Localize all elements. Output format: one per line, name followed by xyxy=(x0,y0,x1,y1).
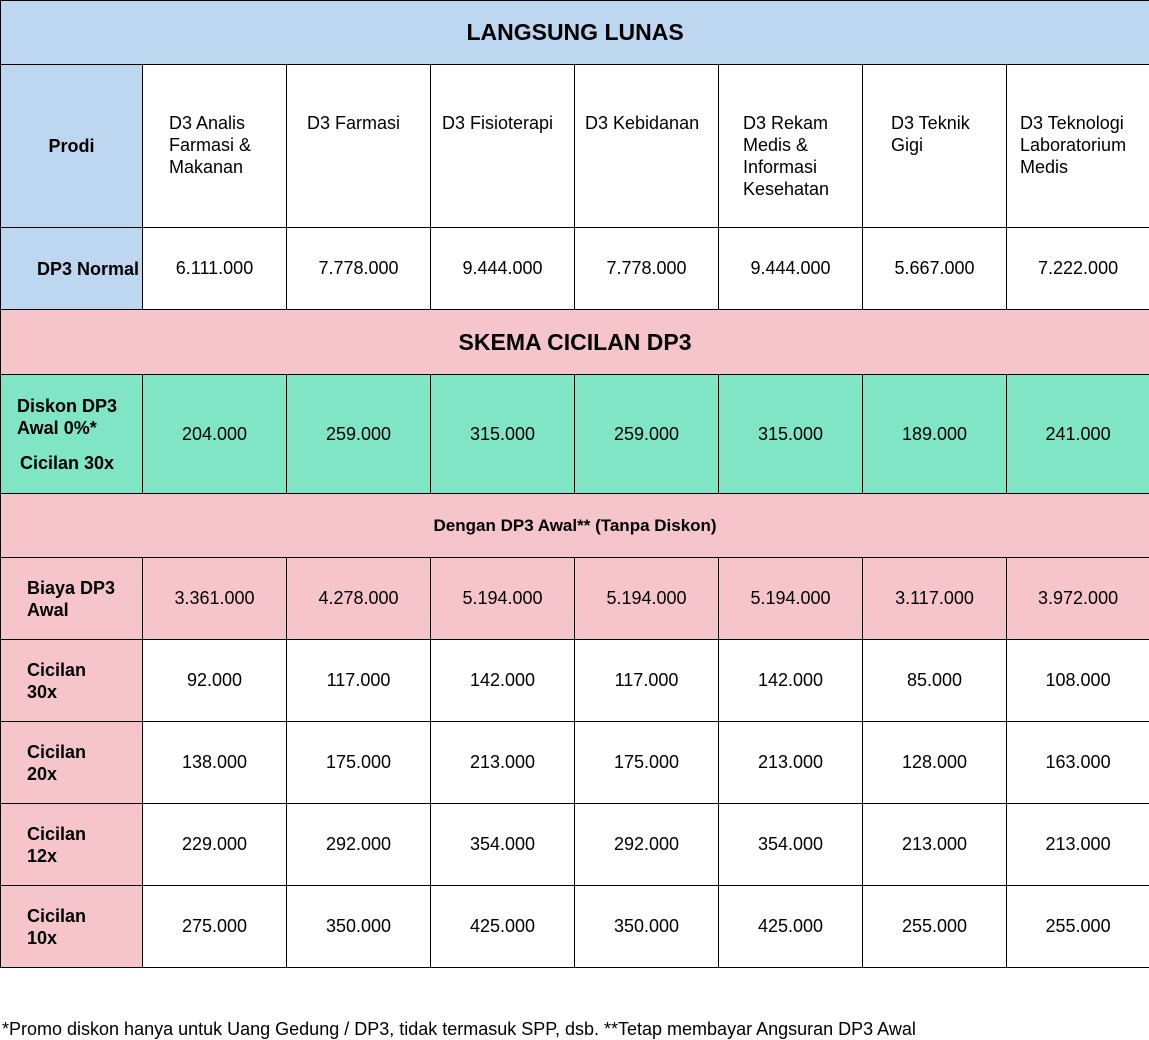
diskon-value: 259.000 xyxy=(575,375,719,494)
dp3-normal-value: 7.778.000 xyxy=(575,228,719,310)
prodi-label: Prodi xyxy=(1,65,143,228)
diskon-label-line1: Diskon DP3 Awal 0%* xyxy=(17,395,118,438)
cicilan-label: Cicilan 30x xyxy=(1,640,143,722)
biaya-awal-value: 5.194.000 xyxy=(431,558,575,640)
biaya-awal-value: 3.117.000 xyxy=(863,558,1007,640)
footnote: *Promo diskon hanya untuk Uang Gedung / DP3, tidak termasuk SPP, dsb. **Tetap membayar Angsuran DP3 Awal xyxy=(2,1019,916,1039)
cicilan-label: Cicilan 10x xyxy=(1,886,143,968)
diskon-value: 315.000 xyxy=(719,375,863,494)
cicilan-value: 354.000 xyxy=(719,804,863,886)
cicilan-label: Cicilan 20x xyxy=(1,722,143,804)
cicilan-value: 175.000 xyxy=(575,722,719,804)
program-header: D3 Kebidanan xyxy=(575,65,719,228)
diskon-value: 315.000 xyxy=(431,375,575,494)
cicilan-value: 255.000 xyxy=(863,886,1007,968)
cicilan-value: 213.000 xyxy=(863,804,1007,886)
biaya-awal-value: 5.194.000 xyxy=(575,558,719,640)
biaya-awal-value: 3.972.000 xyxy=(1007,558,1149,640)
cicilan-value: 92.000 xyxy=(143,640,287,722)
cicilan-value: 213.000 xyxy=(719,722,863,804)
biaya-awal-value: 5.194.000 xyxy=(719,558,863,640)
section-subtitle-awal: Dengan DP3 Awal** (Tanpa Diskon) xyxy=(1,494,1149,558)
cicilan-value: 213.000 xyxy=(1007,804,1149,886)
cicilan-value: 142.000 xyxy=(719,640,863,722)
program-header: D3 Teknik Gigi xyxy=(863,65,1007,228)
diskon-value: 241.000 xyxy=(1007,375,1149,494)
cicilan-value: 229.000 xyxy=(143,804,287,886)
program-header: D3 Analis Farmasi & Makanan xyxy=(143,65,287,228)
cicilan-value: 142.000 xyxy=(431,640,575,722)
section-title-lunas: LANGSUNG LUNAS xyxy=(1,1,1149,65)
cicilan-value: 350.000 xyxy=(287,886,431,968)
dp3-normal-value: 9.444.000 xyxy=(719,228,863,310)
biaya-awal-label: Biaya DP3 Awal xyxy=(1,558,143,640)
cicilan-value: 425.000 xyxy=(719,886,863,968)
dp3-normal-value: 7.778.000 xyxy=(287,228,431,310)
dp3-normal-value: 6.111.000 xyxy=(143,228,287,310)
dp3-normal-label: DP3 Normal xyxy=(1,228,143,310)
biaya-awal-value: 4.278.000 xyxy=(287,558,431,640)
diskon-label xyxy=(1,375,143,494)
diskon-value: 204.000 xyxy=(143,375,287,494)
cicilan-value: 163.000 xyxy=(1007,722,1149,804)
program-header: D3 Farmasi xyxy=(287,65,431,228)
cicilan-value: 350.000 xyxy=(575,886,719,968)
cicilan-value: 354.000 xyxy=(431,804,575,886)
section-title-cicilan: SKEMA CICILAN DP3 xyxy=(1,310,1149,375)
cicilan-value: 255.000 xyxy=(1007,886,1149,968)
cicilan-value: 292.000 xyxy=(287,804,431,886)
cicilan-value: 108.000 xyxy=(1007,640,1149,722)
cicilan-value: 425.000 xyxy=(431,886,575,968)
diskon-value: 189.000 xyxy=(863,375,1007,494)
cicilan-value: 138.000 xyxy=(143,722,287,804)
dp3-normal-value: 5.667.000 xyxy=(863,228,1007,310)
diskon-label-line2: Cicilan 30x xyxy=(20,452,115,473)
dp3-normal-value: 9.444.000 xyxy=(431,228,575,310)
diskon-value: 259.000 xyxy=(287,375,431,494)
cicilan-value: 117.000 xyxy=(575,640,719,722)
cicilan-value: 292.000 xyxy=(575,804,719,886)
cicilan-value: 213.000 xyxy=(431,722,575,804)
cicilan-value: 85.000 xyxy=(863,640,1007,722)
cicilan-value: 175.000 xyxy=(287,722,431,804)
cicilan-value: 128.000 xyxy=(863,722,1007,804)
program-header: D3 Teknologi Laboratorium Medis xyxy=(1007,65,1149,228)
cicilan-value: 275.000 xyxy=(143,886,287,968)
cicilan-label: Cicilan 12x xyxy=(1,804,143,886)
program-header: D3 Fisioterapi xyxy=(431,65,575,228)
dp3-normal-value: 7.222.000 xyxy=(1007,228,1149,310)
cicilan-value: 117.000 xyxy=(287,640,431,722)
program-header: D3 Rekam Medis & Informasi Kesehatan xyxy=(719,65,863,228)
biaya-awal-value: 3.361.000 xyxy=(143,558,287,640)
